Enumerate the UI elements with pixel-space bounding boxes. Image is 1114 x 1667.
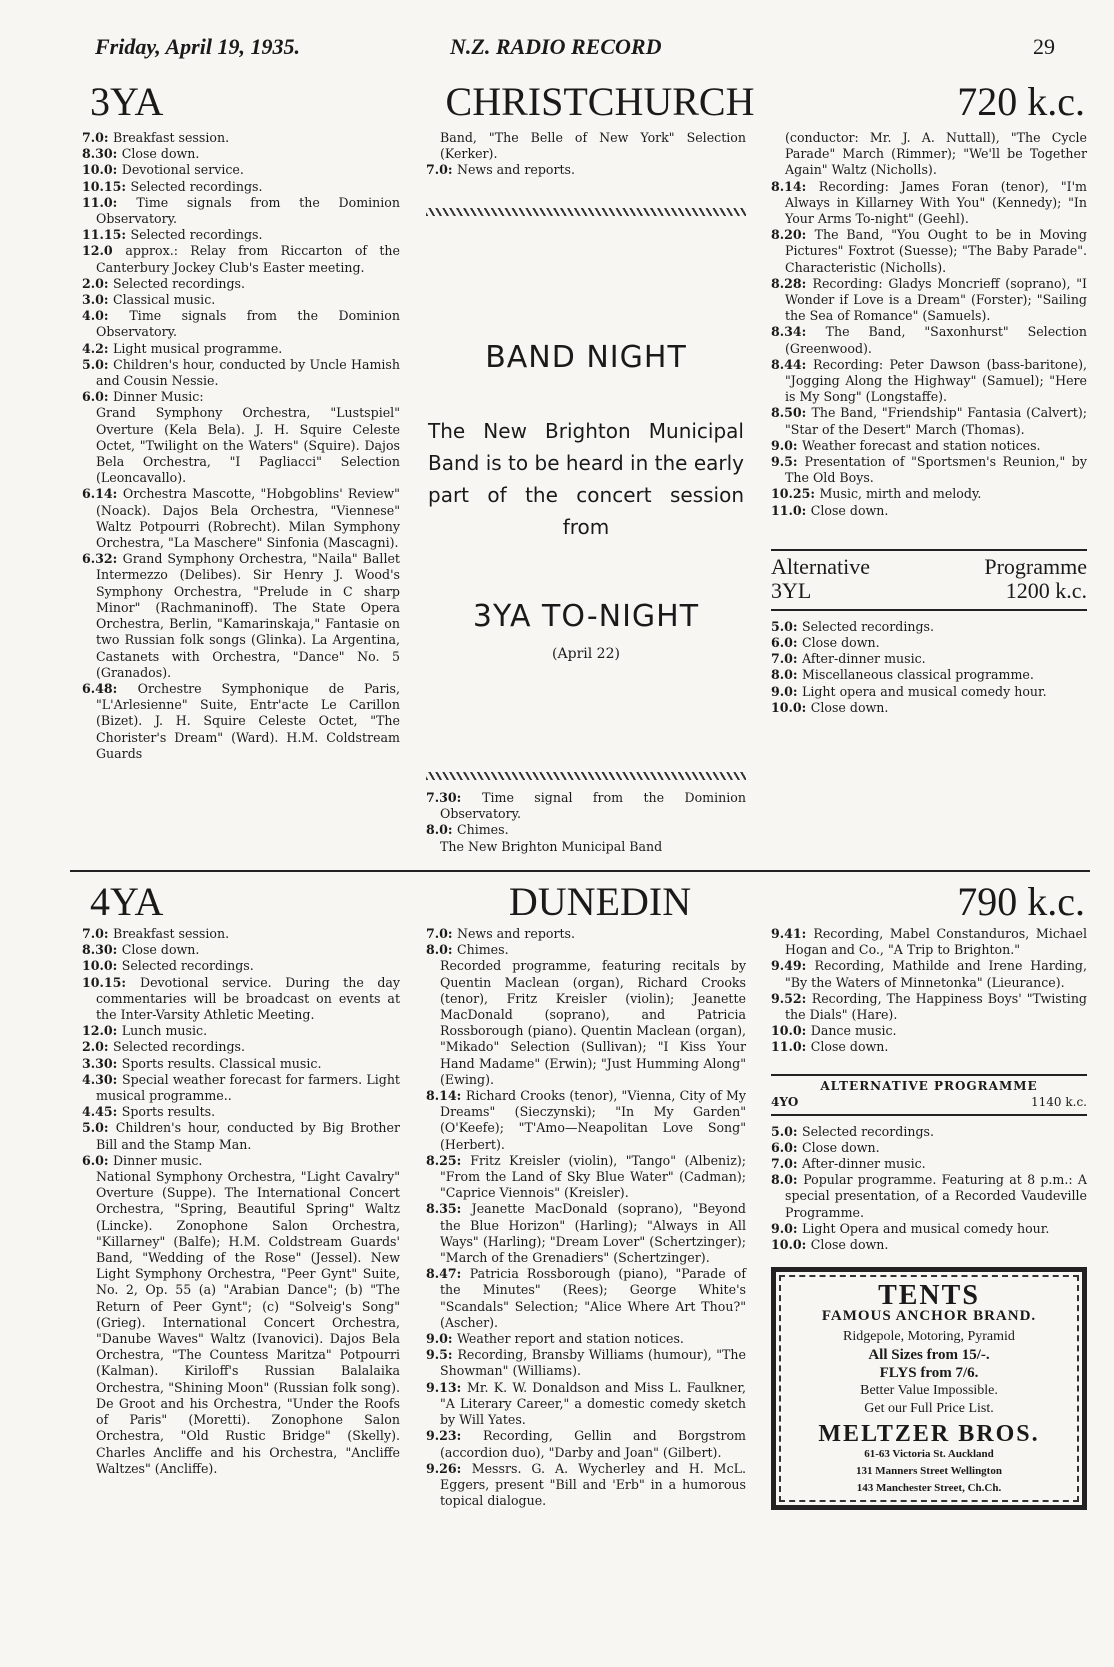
programme-time: 10.0:: [771, 1023, 811, 1039]
programme-text: Close down.: [121, 146, 200, 162]
programme-text: Close down.: [801, 1139, 880, 1155]
ad-flys: FLYS from 7/6.: [879, 1365, 979, 1382]
programme-item: [771, 227, 1087, 276]
programme-item: [771, 1172, 1087, 1221]
programme-text: Lunch music.: [121, 1023, 208, 1039]
programme-time: 8.50:: [771, 405, 812, 421]
programme-text: Recording, Bransby Williams (humour), "The Showman" (Williams).: [440, 1347, 746, 1379]
programme-time: 11.0:: [771, 502, 811, 518]
alt-call-sign-4yo: 4YO: [771, 1094, 799, 1109]
programme-item: [82, 1153, 400, 1169]
christchurch-heading: [80, 78, 1085, 128]
programme-text: Recording, The Happiness Boys' "Twisting the Dials" (Hare).: [785, 990, 1087, 1023]
programme-continuation: National Symphony Orchestra, "Light Cavalry" Overture (Suppe). The International Concert Orchestra, "Spring, Beautiful Spring" Waltz (Lincke). Zonophone Salon Orchestra, "Killarney" (Balfe); H.M. Coldstream Guards' Band, "Wedding of the Rose" (Jessel). New Light Symphony Orchestra, "Peer Gynt" Suite, No. 2, Op. 55 (a) "Arabian Dance"; (b) "The Return of Peer Gynt"; (c) "Solveig's Song" (Grieg). International Concert Orchestra, "Danube Waves" Waltz (Ivanovici). Dajos Bela Orchestra, "The Countess Maritza" Potpourri (Kalman). Kiriloff's Russian Balalaika Orchestra, "Shining Moon" (Russian folk song). De Groot and his Orchestra, "Under the Roofs of Paris" (Moretti). Zonophone Salon Orchestra, "Old Rustic Bridge" (Skelly). Charles Ancliffe and his Orchestra, "Ancliffe Waltzes" (Ancliffe).: [96, 1169, 400, 1476]
programme-time: 8.30:: [82, 942, 122, 958]
programme-time: 7.0:: [82, 130, 113, 145]
programme-item: [426, 1461, 746, 1510]
programme-item: [426, 942, 746, 958]
publication-title: N.Z. RADIO RECORD: [450, 34, 662, 59]
programme-item: [82, 389, 400, 405]
programme-item: [82, 1120, 400, 1152]
programme-item: [82, 130, 400, 146]
programme-text: Children's hour, conducted by Big Brother Bill and the Stamp Man.: [96, 1120, 400, 1152]
programme-item: [426, 1347, 746, 1379]
programme-item: [82, 227, 400, 243]
alt-call-sign-3yl: 3YL: [771, 577, 812, 603]
programme-item: [426, 1088, 746, 1153]
programme-text: Messrs. G. A. Wycherley and H. McL. Eggers, present "Bill and 'Erb" in a humorous topical dialogue.: [440, 1460, 746, 1509]
band-night-announcement: [426, 340, 746, 662]
band-night-title: BAND NIGHT: [485, 340, 687, 375]
programme-time: 6.0:: [82, 389, 113, 405]
programme-text: Devotional service.: [121, 162, 244, 178]
ad-headline: TENTS: [878, 1280, 980, 1312]
programme-text: Sports results. Classical music.: [121, 1055, 322, 1071]
call-sign-3ya: 3YA: [90, 79, 164, 124]
christchurch-column-2-bottom: [426, 790, 746, 855]
programme-text: Time signals from the Dominion Observatory.: [96, 308, 400, 340]
programme-time: 8.14:: [771, 178, 819, 194]
programme-text: Close down.: [810, 502, 889, 518]
programme-time: 9.0:: [771, 437, 802, 453]
dunedin-column-2: [426, 926, 746, 1509]
section-divider: [70, 870, 1090, 872]
programme-item: [771, 635, 1087, 651]
programme-time: 4.2:: [82, 340, 113, 356]
programme-text: Light opera and musical comedy hour.: [801, 683, 1047, 699]
programme-time: 11.0:: [771, 1039, 811, 1055]
christchurch-column-1: [82, 130, 400, 762]
programme-time: 9.0:: [426, 1331, 457, 1347]
programme-text: Recording: James Foran (tenor), "I'm Always in Killarney With You" (Kennedy); "In Your Arms To-night" (Geehl).: [785, 178, 1087, 227]
programme-item: [771, 991, 1087, 1023]
ad-types: Ridgepole, Motoring, Pyramid: [843, 1328, 1015, 1344]
programme-item: [82, 357, 400, 389]
programme-item: [771, 1237, 1087, 1253]
programme-text: Music, mirth and melody.: [819, 486, 982, 502]
alt-label-4yo: ALTERNATIVE PROGRAMME: [820, 1078, 1038, 1093]
frequency-720: 720 k.c.: [957, 79, 1085, 124]
programme-text: approx.: Relay from Riccarton of the Canterbury Jockey Club's Easter meeting.: [96, 243, 400, 275]
alternative-programme-4yo-heading: [771, 1074, 1087, 1116]
programme-time: 6.0:: [771, 1139, 802, 1155]
band-night-station: 3YA TO-NIGHT: [472, 599, 700, 634]
programme-time: 10.0:: [82, 162, 122, 178]
call-sign-4ya: 4YA: [90, 879, 164, 924]
programme-time: 8.25:: [426, 1152, 471, 1168]
alt-frequency-1140: 1140 k.c.: [1031, 1094, 1087, 1109]
programme-item: [771, 357, 1087, 406]
programme-time: 10.0:: [82, 958, 122, 974]
programme-item: [82, 276, 400, 292]
frequency-790: 790 k.c.: [957, 879, 1085, 924]
programme-text: The Band, "Saxonhurst" Selection (Greenwood).: [785, 324, 1087, 356]
programme-text: Recording, Mathilde and Irene Harding, "By the Waters of Minnetonka" (Lieurance).: [785, 958, 1087, 990]
programme-text: Recording, Mabel Constanduros, Michael Hogan and Co., "A Trip to Brighton.": [785, 926, 1087, 958]
programme-time: 11.0:: [82, 194, 137, 210]
programme-text: Miscellaneous classical programme.: [801, 667, 1034, 683]
programme-text: Close down.: [810, 1237, 889, 1253]
programme-text: Chimes.: [456, 942, 509, 958]
programme-time: 4.30:: [82, 1071, 122, 1087]
programme-text: Dinner music.: [112, 1152, 203, 1168]
programme-time: 7.0:: [426, 926, 457, 941]
programme-time: 9.41:: [771, 926, 814, 941]
programme-text: Close down.: [801, 635, 880, 651]
programme-item: [82, 958, 400, 974]
programme-item: [82, 486, 400, 551]
programme-text: Time signal from the Dominion Observatory.: [440, 790, 746, 822]
programme-continuation: Grand Symphony Orchestra, "Lustspiel" Overture (Kela Bela). J. H. Squire Celeste Octet, "Twilight on the Waters" (Squire). Dajos Bela Orchestra, "I Pagliacci" Selection (Leoncavallo).: [96, 405, 400, 486]
issue-date: Friday, April 19, 1935.: [95, 34, 300, 59]
programme-item: [771, 926, 1087, 958]
programme-item: [771, 486, 1087, 502]
programme-text: Recording, Gellin and Borgstrom (accordion duo), "Darby and Joan" (Gilbert).: [440, 1428, 746, 1460]
programme-time: 5.0:: [771, 1123, 802, 1139]
programme-item: [771, 1140, 1087, 1156]
programme-time: 4.0:: [82, 308, 130, 324]
alt-label-left: Alternative: [771, 553, 870, 579]
programme-item: [771, 958, 1087, 990]
programme-item: [426, 822, 746, 838]
page-number: 29: [1033, 34, 1055, 59]
wavy-rule-top: [426, 194, 746, 230]
programme-time: 4.45:: [82, 1104, 122, 1120]
programme-time: 5.0:: [771, 618, 802, 634]
programme-text: Selected recordings.: [112, 275, 246, 291]
programme-time: 8.0:: [426, 942, 457, 958]
programme-item: [771, 324, 1087, 356]
programme-text: Children's hour, conducted by Uncle Hamish and Cousin Nessie.: [96, 356, 400, 389]
programme-item: [771, 1023, 1087, 1039]
programme-text: The Band, "You Ought to be in Moving Pictures" Foxtrot (Suesse); "The Baby Parade". Characteristic (Nicholls).: [785, 227, 1087, 275]
programme-time: 12.0: [82, 243, 126, 259]
alt-label-right: Programme: [984, 553, 1087, 579]
programme-text: After-dinner music.: [801, 651, 926, 667]
ad-address-wellington: 131 Manners Street Wellington: [856, 1465, 1002, 1478]
programme-text: Jeanette MacDonald (soprano), "Beyond the Blue Horizon" (Harling); "Always in All Ways" (Harling); "Dream Lover" (Schertzinger); "March of the Grenadiers" (Schertzinger).: [440, 1201, 746, 1266]
programme-item: [426, 926, 746, 942]
programme-time: 10.0:: [771, 1237, 811, 1253]
programme-text: Selected recordings.: [121, 958, 254, 974]
programme-item: [82, 1056, 400, 1072]
programme-text: Breakfast session.: [112, 130, 230, 145]
programme-text: Close down.: [810, 699, 889, 715]
alternative-programme-3yl-heading: [771, 549, 1087, 611]
programme-item: [426, 790, 746, 822]
programme-item: [426, 1153, 746, 1202]
programme-item: [82, 341, 400, 357]
programme-text: Richard Crooks (tenor), "Vienna, City of My Dreams" (Sieczynski); "In My Garden" (O'Keefe); "T'Amo—Neapolitan Love Song" (Herbert).: [440, 1088, 746, 1152]
programme-item: [771, 276, 1087, 325]
programme-text: News and reports.: [456, 926, 576, 941]
programme-time: 8.47:: [426, 1266, 470, 1282]
programme-text: Selected recordings.: [130, 178, 263, 194]
programme-item: [426, 1331, 746, 1347]
programme-text: Orchestra Mascotte, "Hobgoblins' Review" (Noack). Dajos Bela Orchestra, "Viennese" Waltz Potpourri (Robrecht). Milan Symphony Orchestra, "La Maschere" Sinfonia (Mascagni).: [96, 486, 400, 551]
programme-item: [82, 942, 400, 958]
programme-text: Popular programme. Featuring at 8 p.m.: A special presentation, of a Recorded Vaudeville Programme.: [785, 1172, 1087, 1220]
programme-time: 9.5:: [426, 1347, 458, 1363]
programme-item: [426, 1266, 746, 1331]
programme-time: 10.15:: [82, 974, 140, 990]
programme-time: 10.25:: [771, 486, 820, 502]
programme-time: 8.34:: [771, 324, 826, 340]
programme-item: [771, 1039, 1087, 1055]
programme-time: 7.0:: [426, 162, 457, 178]
programme-time: 9.23:: [426, 1428, 483, 1444]
programme-text: Mr. K. W. Donaldson and Miss L. Faulkner, "A Literary Career," a domestic comedy sketch by Will Yates.: [440, 1379, 746, 1428]
programme-item: [771, 684, 1087, 700]
programme-text: Selected recordings.: [801, 618, 935, 634]
programme-item: [426, 1428, 746, 1460]
programme-text: Weather forecast and station notices.: [801, 437, 1041, 453]
programme-item: [82, 162, 400, 178]
programme-item: [82, 681, 400, 762]
programme-text: Light musical programme.: [112, 340, 283, 356]
programme-text: After-dinner music.: [801, 1156, 926, 1172]
programme-text: Sports results.: [121, 1104, 216, 1120]
programme-time: 10.0:: [771, 699, 811, 715]
programme-text: Patricia Rossborough (piano), "Parade of the Minutes" (Rees); George White's "Scandals" Selection; "Alice Where Art Thou?" (Ascher).: [440, 1266, 746, 1330]
programme-item: [82, 1072, 400, 1104]
programme-time: 7.0:: [82, 926, 113, 941]
programme-text: Orchestre Symphonique de Paris, "L'Arlesienne" Suite, Entr'acte Le Carillon (Bizet). J. H. Squire Celeste Octet, "The Chorister's Dream" (Ward). H.M. Coldstream Guards: [96, 680, 400, 761]
programme-time: 3.30:: [82, 1055, 122, 1071]
alternative-programme-3yl-items: [771, 619, 1087, 716]
programme-text: Dinner Music:: [112, 389, 204, 405]
programme-item: [82, 179, 400, 195]
alternative-programme-4yo-items: [771, 1124, 1087, 1254]
alt-frequency-1200: 1200 k.c.: [1005, 577, 1087, 603]
programme-item: [771, 454, 1087, 486]
programme-item: [771, 667, 1087, 683]
programme-time: 8.35:: [426, 1201, 472, 1217]
programme-time: 8.30:: [82, 146, 122, 162]
programme-item: [426, 1380, 746, 1429]
programme-item: [771, 619, 1087, 635]
christchurch-column-3-items: [771, 130, 1087, 519]
ad-price-list: Get our Full Price List.: [864, 1401, 994, 1417]
programme-item: [82, 1104, 400, 1120]
programme-time: 5.0:: [82, 1120, 116, 1136]
programme-continuation: The New Brighton Municipal Band: [440, 838, 663, 854]
programme-text: Breakfast session.: [112, 926, 230, 941]
programme-time: 9.49:: [771, 958, 815, 974]
programme-item: [771, 700, 1087, 716]
programme-text: Special weather forecast for farmers. Light musical programme..: [96, 1071, 400, 1104]
dunedin-heading: [80, 878, 1085, 928]
tents-advertisement: [771, 1267, 1087, 1510]
programme-time: 8.0:: [426, 822, 457, 838]
programme-text: Light Opera and musical comedy hour.: [801, 1220, 1050, 1236]
wavy-rule-bottom: [426, 758, 746, 794]
ad-brand: FAMOUS ANCHOR BRAND.: [821, 1308, 1037, 1325]
programme-time: 6.0:: [771, 635, 802, 651]
programme-time: 11.15:: [82, 227, 131, 243]
programme-text: Grand Symphony Orchestra, "Naila" Ballet Intermezzo (Delibes). Sir Henry J. Wood's Symphony Orchestra, "Prelude in C sharp Minor" (Rachmaninoff). The State Opera Orchestra, Berlin, "Kamarinskaja," Fantasie on two Russian folk songs (Glinka). La Argentina, Castanets with Orchestra, "Dance" No. 5 (Granados).: [96, 551, 400, 680]
programme-text: Close down.: [810, 1039, 889, 1055]
programme-time: 5.0:: [82, 356, 114, 372]
city-christchurch: CHRISTCHURCH: [445, 79, 755, 124]
programme-time: 8.44:: [771, 356, 814, 372]
programme-time: 2.0:: [82, 1039, 113, 1055]
programme-text: Recording: Gladys Moncrieff (soprano), "I Wonder if Love is a Dream" (Forster); "Sailing the Sea of Romance" (Samuels).: [785, 275, 1087, 324]
programme-item: [771, 1221, 1087, 1237]
programme-text: Close down.: [121, 942, 200, 958]
programme-continuation: Band, "The Belle of New York" Selection (Kerker).: [440, 130, 746, 162]
city-dunedin: DUNEDIN: [508, 879, 692, 924]
christchurch-column-3: [771, 130, 1087, 716]
programme-continuation: (conductor: Mr. J. A. Nuttall), "The Cycle Parade" March (Rimmer); "We'll be Together Again" Waltz (Nicholls).: [785, 130, 1087, 178]
programme-item: [426, 1201, 746, 1266]
programme-text: Dance music.: [810, 1023, 897, 1039]
programme-time: 8.14:: [426, 1088, 466, 1104]
programme-item: [82, 146, 400, 162]
dunedin-column-1: [82, 926, 400, 1477]
band-night-date: (April 22): [552, 646, 620, 662]
programme-item: [82, 308, 400, 340]
dunedin-column-3-items: [771, 926, 1087, 1056]
programme-text: Presentation of "Sportsmen's Reunion," by The Old Boys.: [785, 454, 1087, 486]
programme-text: News and reports.: [456, 162, 576, 178]
programme-item: [771, 179, 1087, 228]
programme-time: 6.48:: [82, 680, 138, 696]
programme-time: 6.0:: [82, 1152, 113, 1168]
programme-text: Selected recordings.: [801, 1123, 935, 1139]
page-header: [95, 34, 1055, 64]
programme-time: 6.14:: [82, 486, 123, 502]
programme-text: Time signals from the Dominion Observatory.: [96, 194, 400, 227]
programme-time: 9.13:: [426, 1379, 467, 1395]
programme-item: [82, 975, 400, 1024]
programme-item: [82, 926, 400, 942]
programme-item: [82, 551, 400, 681]
programme-text: Selected recordings.: [112, 1039, 246, 1055]
programme-time: 7.0:: [771, 651, 802, 667]
christchurch-column-2-top: [426, 130, 746, 179]
programme-item: [82, 243, 400, 275]
band-night-body: The New Brighton Municipal Band is to be heard in the early part of the concert session from: [428, 419, 744, 539]
programme-time: 8.0:: [771, 667, 802, 683]
programme-text: Devotional service. During the day commentaries will be broadcast on events at the Inter-Varsity Athletic Meeting.: [96, 974, 401, 1023]
ad-firm: MELTZER BROS.: [818, 1420, 1040, 1447]
programme-item: [771, 651, 1087, 667]
programme-time: 7.0:: [771, 1156, 802, 1172]
programme-continuation: Recorded programme, featuring recitals by Quentin Maclean (organ), Richard Crooks (tenor), Fritz Kreisler (violin); Jeanette MacDonald (soprano), and Patricia Rossborough (piano). Quentin Maclean (organ), "Mikado" Selection (Sullivan); "I Kiss Your Hand Madame" (Erwin); "Just Humming Along" (Ewing).: [440, 958, 746, 1087]
programme-text: The Band, "Friendship" Fantasia (Calvert); "Star of the Desert" March (Thomas).: [785, 405, 1087, 437]
programme-time: 7.30:: [426, 790, 483, 805]
programme-item: [82, 292, 400, 308]
programme-text: Selected recordings.: [130, 227, 263, 243]
programme-item: [771, 503, 1087, 519]
dunedin-column-3: [771, 926, 1087, 1510]
programme-text: Recording: Peter Dawson (bass-baritone), "Jogging Along the Highway" (Samuel); "Here is My Song" (Longstaffe).: [785, 356, 1087, 405]
programme-item: [771, 1156, 1087, 1172]
programme-time: 8.0:: [771, 1172, 804, 1188]
programme-item: [82, 1039, 400, 1055]
programme-time: 8.20:: [771, 227, 815, 243]
programme-time: 10.15:: [82, 178, 131, 194]
programme-time: 6.32:: [82, 551, 123, 567]
programme-text: Fritz Kreisler (violin), "Tango" (Albeniz); "From the Land of Sky Blue Water" (Cadman); "Caprice Viennois" (Kreisler).: [440, 1152, 746, 1201]
programme-item: [771, 438, 1087, 454]
programme-text: Classical music.: [112, 292, 216, 308]
ad-value: Better Value Impossible.: [860, 1383, 998, 1399]
programme-time: 3.0:: [82, 292, 113, 308]
programme-item: [82, 195, 400, 227]
ad-sizes: All Sizes from 15/-.: [868, 1346, 990, 1363]
programme-text: Weather report and station notices.: [456, 1331, 684, 1347]
programme-item: [771, 405, 1087, 437]
ad-address-auckland: 61-63 Victoria St. Auckland: [864, 1447, 994, 1460]
programme-time: 12.0:: [82, 1023, 122, 1039]
programme-time: 9.0:: [771, 683, 802, 699]
programme-item: [426, 162, 746, 178]
programme-time: 2.0:: [82, 275, 113, 291]
programme-time: 9.52:: [771, 990, 812, 1006]
programme-time: 9.0:: [771, 1220, 802, 1236]
programme-time: 9.26:: [426, 1460, 472, 1476]
programme-item: [771, 1124, 1087, 1140]
programme-time: 8.28:: [771, 275, 813, 291]
programme-item: [82, 1023, 400, 1039]
ad-address-christchurch: 143 Manchester Street, Ch.Ch.: [856, 1482, 1002, 1495]
programme-time: 9.5:: [771, 454, 805, 470]
programme-text: Chimes.: [456, 822, 509, 838]
